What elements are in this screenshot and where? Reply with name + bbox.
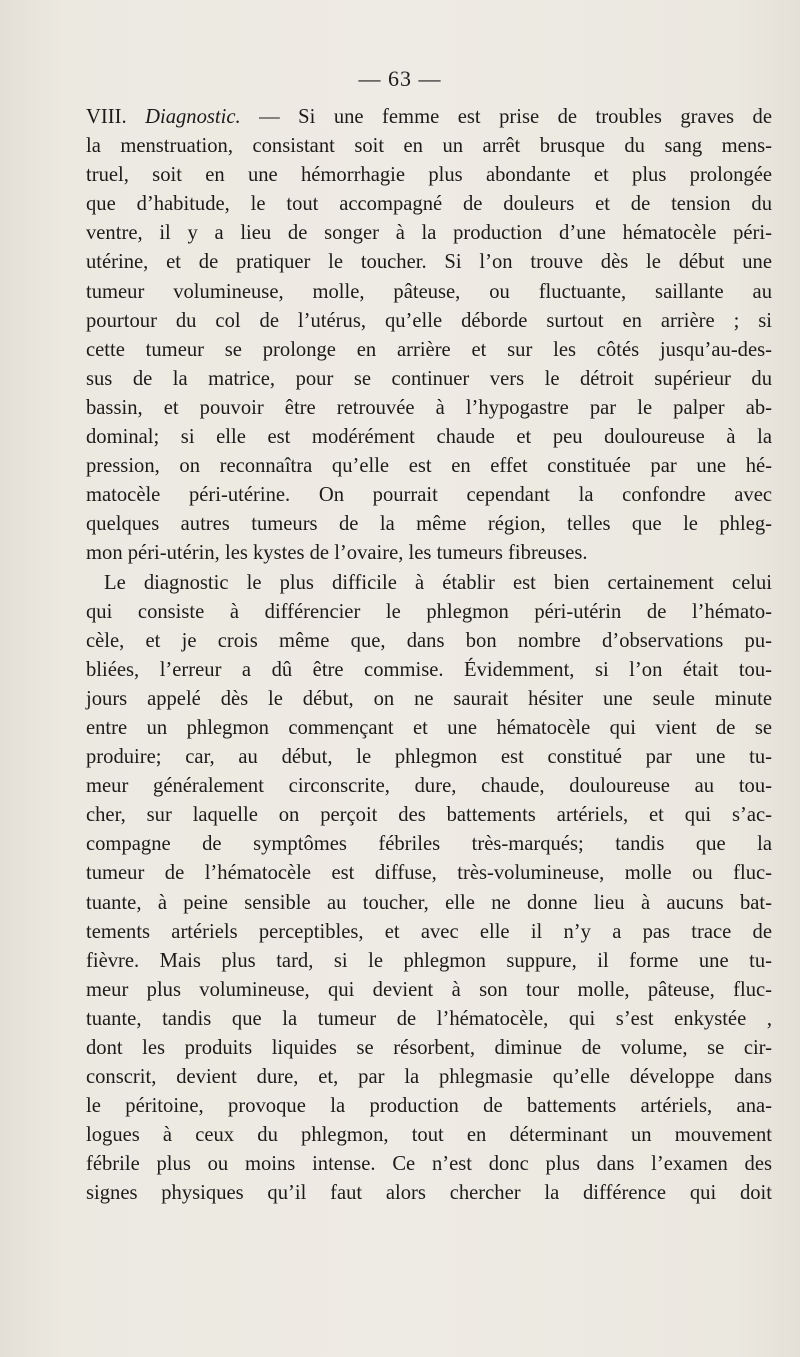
text-line: logues à ceux du phlegmon, tout en déterminant un mouvement <box>86 1124 772 1147</box>
body-text <box>86 103 772 1209</box>
text-line: tumeur volumineuse, molle, pâteuse, ou fluctuante, saillante au <box>86 280 772 303</box>
section-numeral: VIII. <box>86 106 127 128</box>
text-line: matocèle péri-utérine. On pourrait cependant la confondre avec <box>86 484 772 507</box>
text-line: entre un phlegmon commençant et une hématocèle qui vient de se <box>86 716 772 739</box>
section-title: Diagnostic. <box>145 106 241 128</box>
text-line: tuante, à peine sensible au toucher, elle ne donne lieu à aucuns bat- <box>86 891 772 914</box>
text-line: tuante, tandis que la tumeur de l’hématocèle, qui s’est enkystée , <box>86 1007 772 1030</box>
text-line: jours appelé dès le début, on ne saurait hésiter une seule minute <box>86 687 772 710</box>
text-line: le péritoine, provoque la production de battements artériels, ana- <box>86 1095 772 1118</box>
text-line: sus de la matrice, pour se continuer vers le détroit supérieur du <box>86 367 772 390</box>
text-line: qui consiste à différencier le phlegmon péri-utérin de l’hémato- <box>86 600 772 623</box>
text-line: ventre, il y a lieu de songer à la production d’une hématocèle péri- <box>86 222 772 245</box>
text-line: conscrit, devient dure, et, par la phlegmasie qu’elle développe dans <box>86 1066 772 1089</box>
text-line: bassin, et pouvoir être retrouvée à l’hypogastre par le palper ab- <box>86 396 772 419</box>
paragraph-first-line: Le diagnostic le plus difficile à établir est bien certainement celui <box>104 571 772 594</box>
text-line: dont les produits liquides se résorbent, diminue de volume, se cir- <box>86 1037 772 1059</box>
text-line: meur plus volumineuse, qui devient à son tour molle, pâteuse, fluc- <box>86 978 772 1001</box>
page-number: — 63 — <box>358 66 442 91</box>
text-line: la menstruation, consistant soit en un arrêt brusque du sang mens- <box>86 135 772 158</box>
text-line: signes physiques qu’il faut alors chercher la différence qui doit <box>86 1182 772 1205</box>
text-line: quelques autres tumeurs de la même région, telles que le phleg- <box>86 513 772 536</box>
text-line: compagne de symptômes fébriles très-marqués; tandis que la <box>86 833 772 856</box>
text-line: produire; car, au début, le phlegmon est constitué par une tu- <box>86 746 772 769</box>
text-line: pourtour du col de l’utérus, qu’elle déborde surtout en arrière ; si <box>86 309 772 332</box>
section-first-line: — Si une femme est prise de troubles graves de <box>259 106 772 128</box>
text-line: que d’habitude, le tout accompagné de douleurs et de tension du <box>86 193 772 216</box>
text-line: tumeur de l’hématocèle est diffuse, très-volumineuse, molle ou fluc- <box>86 862 772 885</box>
text-line: dominal; si elle est modérément chaude et peu douloureuse à la <box>86 426 772 449</box>
text-line: utérine, et de pratiquer le toucher. Si l’on trouve dès le début une <box>86 251 772 274</box>
text-line: meur généralement circonscrite, dure, chaude, douloureuse au tou- <box>86 775 772 798</box>
section-heading-line <box>86 103 772 132</box>
text-line: truel, soit en une hémorrhagie plus abondante et plus prolongée <box>86 164 772 187</box>
text-line: fébrile plus ou moins intense. Ce n’est donc plus dans l’examen des <box>86 1153 772 1176</box>
text-line: pression, on reconnaîtra qu’elle est en effet constituée par une hé- <box>86 455 772 478</box>
text-line: tements artériels perceptibles, et avec elle il n’y a pas trace de <box>86 920 772 943</box>
text-line: mon péri-utérin, les kystes de l’ovaire, les tumeurs fibreuses. <box>86 542 588 565</box>
text-line: cher, sur laquelle on perçoit des battements artériels, et qui s’ac- <box>86 804 772 827</box>
text-line: fièvre. Mais plus tard, si le phlegmon suppure, il forme une tu- <box>86 949 772 972</box>
text-line: cette tumeur se prolonge en arrière et sur les côtés jusqu’au-des- <box>86 338 772 361</box>
text-line: bliées, l’erreur a dû être commise. Évidemment, si l’on était tou- <box>86 658 772 681</box>
text-line: cèle, et je crois même que, dans bon nombre d’observations pu- <box>86 629 772 652</box>
